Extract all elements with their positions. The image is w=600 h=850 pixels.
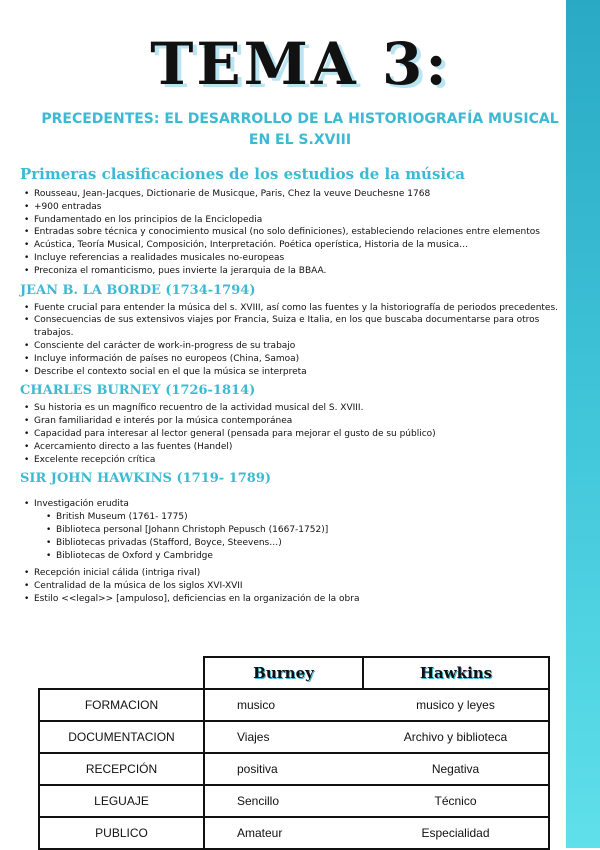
section-list-burney: [20, 402, 566, 466]
table-header-row: [39, 657, 549, 689]
table-row: [39, 689, 549, 721]
list-item: • Fundamentado en los principios de la Enciclopedia: [34, 214, 566, 227]
list-item: • Gran familiaridad e interés por la música contemporánea: [34, 415, 566, 428]
table-cell-burney: positiva: [204, 753, 363, 785]
list-item: • Rousseau, Jean-Jacques, Dictionarie de Musicque, Paris, Chez la veuve Deuchesne 1768: [34, 188, 566, 201]
page-title: TEMA 3:: [150, 30, 450, 98]
table-cell-burney: Viajes: [204, 721, 363, 753]
table-row: [39, 753, 549, 785]
table-header-hawkins: Hawkins: [363, 657, 549, 689]
table-cell-burney: Amateur: [204, 817, 363, 849]
section-list-laborde: [20, 302, 566, 379]
list-item: • Incluye información de países no europeos (China, Samoa): [34, 353, 566, 366]
list-item: • +900 entradas: [34, 201, 566, 214]
table-row: [39, 721, 549, 753]
section-list-hawkins: [20, 498, 566, 562]
section-list-hawkins-more: [20, 567, 566, 605]
table-row: [39, 785, 549, 817]
sub-list-item: • British Museum (1761- 1775): [56, 511, 566, 524]
list-item: • Excelente recepción crítica: [34, 454, 566, 467]
list-item: • Recepción inicial cálida (intriga rival): [34, 567, 566, 580]
list-item: • Estilo <<legal>> [ampuloso], deficiencias en la organización de la obra: [34, 593, 566, 606]
document-body: [20, 165, 566, 606]
table-row-label: LEGUAJE: [39, 785, 204, 817]
table-header-empty: [39, 657, 204, 689]
sub-list-item: • Biblioteca personal [Johann Christoph Pepusch (1667-1752)]: [56, 524, 566, 537]
table-row-label: RECEPCIÓN: [39, 753, 204, 785]
list-item: • Entradas sobre técnica y conocimiento musical (no solo definiciones), estableciendo relaciones entre elementos: [34, 226, 566, 239]
section-heading-laborde: JEAN B. LA BORDE (1734-1794): [20, 282, 256, 298]
page-subtitle: PRECEDENTES: EL DESARROLLO DE LA HISTORIOGRAFÍA MUSICAL EN EL S.XVIII: [41, 111, 559, 148]
table-row-label: DOCUMENTACION: [39, 721, 204, 753]
sub-list-item: • Bibliotecas de Oxford y Cambridge: [56, 550, 566, 563]
list-item: • Preconiza el romanticismo, pues invierte la jerarquia de la BBAA.: [34, 265, 566, 278]
sub-list-sources: [34, 511, 566, 562]
table-cell-hawkins: Especialidad: [363, 817, 549, 849]
table-cell-hawkins: Archivo y biblioteca: [363, 721, 549, 753]
list-item: • Fuente crucial para entender la música del s. XVIII, así como las fuentes y la historiografía de periodos precedentes.: [34, 302, 566, 315]
table-cell-burney: Sencillo: [204, 785, 363, 817]
section-heading-clasificaciones: Primeras clasificaciones de los estudios de la música: [20, 165, 465, 183]
list-item: • Acercamiento directo a las fuentes (Handel): [34, 441, 566, 454]
table-cell-hawkins: Negativa: [363, 753, 549, 785]
spacer: [20, 490, 566, 498]
list-item-text: Investigación erudita: [34, 499, 129, 510]
section-heading-burney: CHARLES BURNEY (1726-1814): [20, 383, 256, 399]
table-cell-burney: musico: [204, 689, 363, 721]
list-item: • Su historia es un magnífico recuentro de la actividad musical del S. XVIII.: [34, 402, 566, 415]
table-header-burney: Burney: [204, 657, 363, 689]
list-item: • Acústica, Teoría Musical, Composición, Interpretación. Poética operística, Historia de la musica…: [34, 239, 566, 252]
table-cell-hawkins: musico y leyes: [363, 689, 549, 721]
list-item: [34, 498, 566, 562]
decorative-side-stripe: [566, 0, 600, 848]
list-item: • Consciente del carácter de work-in-progress de su trabajo: [34, 340, 566, 353]
section-heading-hawkins: SIR JOHN HAWKINS (1719- 1789): [20, 471, 272, 487]
list-item: • Consecuencias de sus extensivos viajes por Francia, Suiza e Italia, en los que buscaba documentarse para otros trabajos.: [34, 314, 566, 340]
table-row-label: FORMACION: [39, 689, 204, 721]
table-row: [39, 817, 549, 849]
table-cell-hawkins: Técnico: [363, 785, 549, 817]
list-item: • Describe el contexto social en el que la música se interpreta: [34, 366, 566, 379]
section-list-clasificaciones: [20, 188, 566, 278]
list-item: • Centralidad de la música de los siglos XVI-XVII: [34, 580, 566, 593]
table-row-label: PUBLICO: [39, 817, 204, 849]
list-item: • Incluye referencias a realidades musicales no-europeas: [34, 252, 566, 265]
comparison-table: [38, 656, 550, 850]
sub-list-item: • Bibliotecas privadas (Stafford, Boyce, Steevens…): [56, 537, 566, 550]
list-item: • Capacidad para interesar al lector general (pensada para mejorar el gusto de su público): [34, 428, 566, 441]
